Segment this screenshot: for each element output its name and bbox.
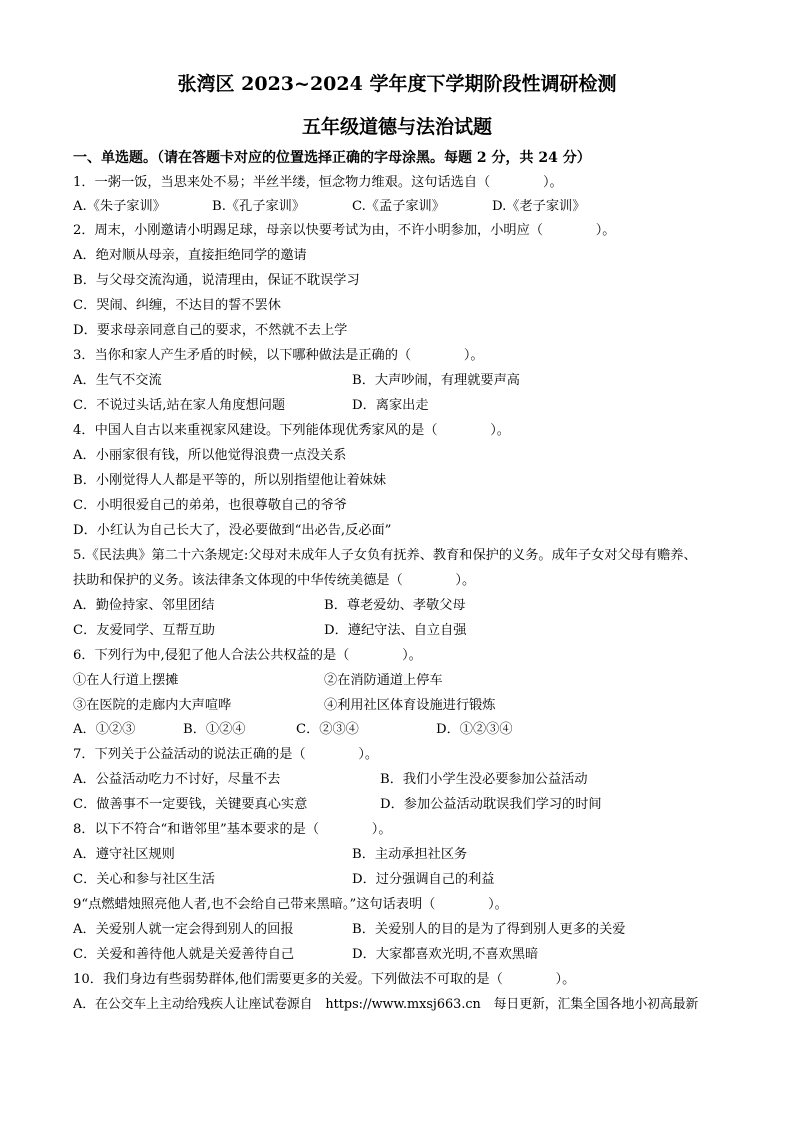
question-8-option-b: B．主动承担社区务 xyxy=(352,847,468,862)
question-9-option-d: D．大家都喜欢光明,不喜欢黑暗 xyxy=(352,947,539,962)
question-9-option-a: A．关爱别人就一定会得到别人的回报 xyxy=(73,922,294,937)
question-10-stem: 10．我们身边有些弱势群体,他们需要更多的关爱。下列做法不可取的是（ ）。 xyxy=(73,972,576,987)
question-7-option-c: C．做善事不一定要钱，关键要真心实意 xyxy=(73,797,308,812)
question-7-option-b: B．我们小学生没必要参加公益活动 xyxy=(380,772,588,787)
question-7-stem: 7．下列关于公益活动的说法正确的是（ ）。 xyxy=(73,747,379,762)
question-1-option-a: A.《朱子家训》 xyxy=(73,199,166,214)
question-9-option-b: B．关爱别人的目的是为了得到别人更多的关爱 xyxy=(352,922,626,937)
question-5-option-b: B．尊老爱幼、孝敬父母 xyxy=(324,598,466,613)
question-6-item-1: ①在人行道上摆摊 xyxy=(73,673,179,688)
question-1-option-d: D.《老子家训》 xyxy=(492,199,586,214)
question-3-option-d: D．离家出走 xyxy=(352,398,429,413)
question-3-option-b: B．大声吵闹，有理就要声高 xyxy=(352,373,520,388)
question-6-option-d: D．①②③④ xyxy=(436,722,513,737)
question-3-stem: 3．当你和家人产生矛盾的时候，以下哪种做法是正确的（ ）。 xyxy=(73,348,484,363)
question-1-option-b: B.《孔子家训》 xyxy=(212,199,306,214)
section-heading: 一、单选题。（请在答题卡对应的位置选择正确的字母涂黑。每题 2 分，共 24 分） xyxy=(73,150,591,166)
question-4-stem: 4．中国人自古以来重视家风建设。下列能体现优秀家风的是（ ）。 xyxy=(73,423,510,438)
question-8-option-c: C．关心和参与社区生活 xyxy=(73,872,215,887)
question-8-option-d: D．过分强调自己的利益 xyxy=(352,872,495,887)
question-3-option-a: A．生气不交流 xyxy=(73,373,162,388)
question-1-option-c: C.《孟子家训》 xyxy=(352,199,445,214)
question-4-option-a: A．小丽家很有钱，所以他觉得浪费一点没关系 xyxy=(73,448,347,463)
question-3-option-c: C．不说过头话,站在家人角度想问题 xyxy=(73,398,286,413)
question-4-option-d: D．小红认为自己长大了，没必要做到“出必告,反必面” xyxy=(73,523,392,538)
question-2-option-d: D．要求母亲同意自己的要求，不然就不去上学 xyxy=(73,323,348,338)
question-5-stem-line2: 扶助和保护的义务。该法律条文体现的中华传统美德是（ ）。 xyxy=(73,573,476,588)
question-5-option-d: D．遵纪守法、自立自强 xyxy=(324,623,467,638)
question-6-item-3: ③在医院的走廊内大声喧哗 xyxy=(73,698,232,713)
question-9-option-c: C．关爱和善待他人就是关爱善待自己 xyxy=(73,947,295,962)
question-4-option-c: C．小明很爱自己的弟弟，也很尊敬自己的爷爷 xyxy=(73,498,347,513)
question-2-option-c: C．哭闹、纠缠，不达目的誓不罢休 xyxy=(73,298,281,313)
question-8-stem: 8．以下不符合“和谐邻里”基本要求的是（ ）。 xyxy=(73,822,392,837)
question-2-option-a: A．绝对顺从母亲，直接拒绝同学的邀请 xyxy=(73,248,307,263)
question-6-item-2: ②在消防通道上停车 xyxy=(324,673,443,688)
question-6-item-4: ④利用社区体育设施进行锻炼 xyxy=(324,698,496,713)
exam-title: 张湾区 2023~2024 学年度下学期阶段性调研检测 xyxy=(177,73,617,95)
question-5-option-c: C．友爱同学、互帮互助 xyxy=(73,623,215,638)
question-5-option-a: A．勤俭持家、邻里团结 xyxy=(73,598,215,613)
question-1-stem: 1．一粥一饭，当思来处不易；半丝半缕，恒念物力维艰。这句话选自（ ）。 xyxy=(73,175,563,190)
question-2-stem: 2．周末，小刚邀请小明踢足球，母亲以快要考试为由，不许小明参加，小明应（ ）。 xyxy=(73,223,616,238)
question-6-option-c: C．②③④ xyxy=(296,722,359,737)
question-2-option-b: B．与父母交流沟通，说清理由，保证不耽误学习 xyxy=(73,273,360,288)
exam-subtitle: 五年级道德与法治试题 xyxy=(301,116,492,138)
question-7-option-d: D．参加公益活动耽误我们学习的时间 xyxy=(380,797,602,812)
question-5-stem-line1: 5.《民法典》第二十六条规定:父母对未成年人子女负有抚养、教育和保护的义务。成年子女对父母有赡养、 xyxy=(73,548,697,563)
question-8-option-a: A．遵守社区规则 xyxy=(73,847,175,862)
question-6-option-b: B．①②④ xyxy=(183,722,246,737)
question-7-option-a: A．公益活动吃力不讨好，尽量不去 xyxy=(73,772,281,787)
question-6-stem: 6．下列行为中,侵犯了他人合法公共权益的是（ ）。 xyxy=(73,648,422,663)
question-4-option-b: B．小刚觉得人人都是平等的，所以别指望他让着妹妹 xyxy=(73,473,387,488)
question-9-stem: 9“点燃蜡烛照亮他人者,也不会给自己带来黑暗。”这句话表明（ ）。 xyxy=(73,897,508,912)
question-6-option-a: A．①②③ xyxy=(73,722,136,737)
question-10-option-a: A．在公交车上主动给残疾人让座试卷源自 https://www.mxsj663.cn 每日更新，汇集全国各地小初高最新 xyxy=(73,997,699,1012)
